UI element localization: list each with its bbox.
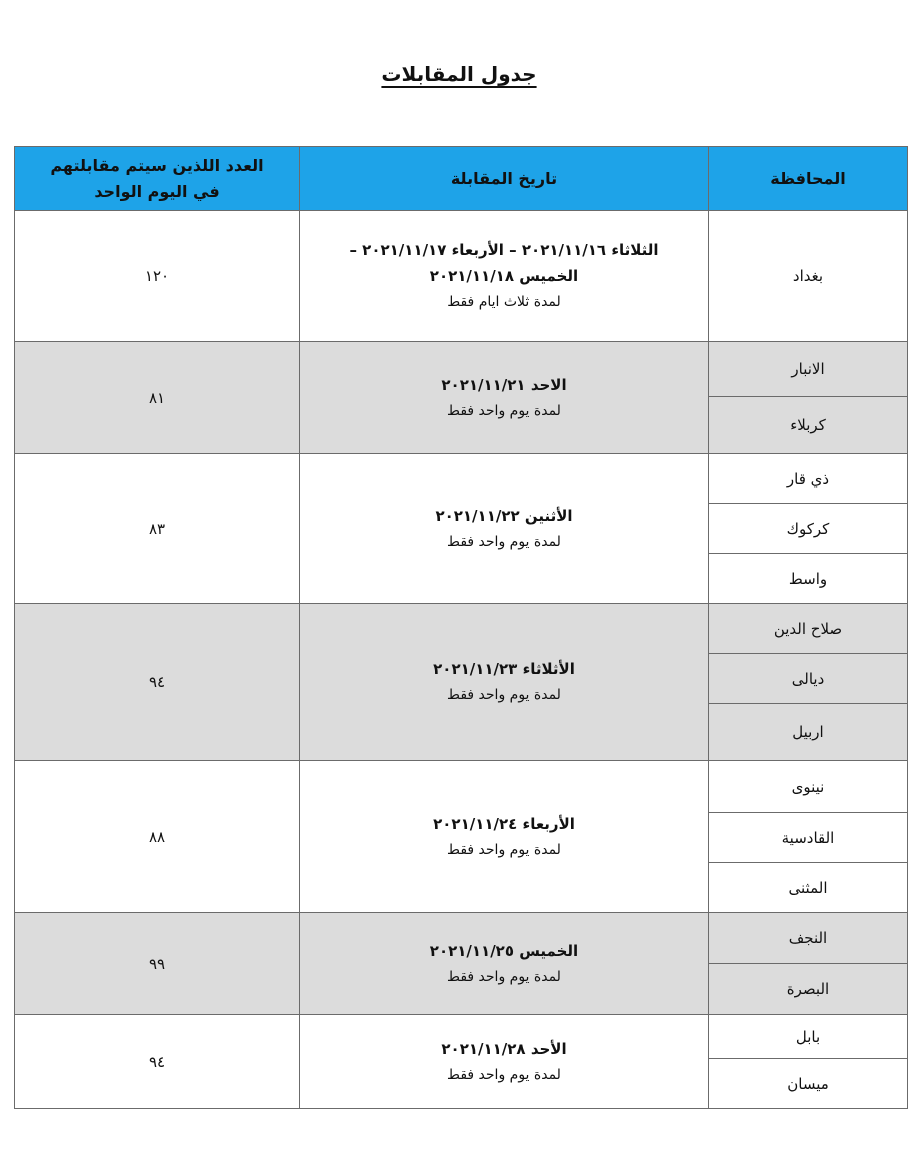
page-title: جدول المقابلات <box>381 62 537 86</box>
province-cell: البصرة <box>709 964 908 1015</box>
province-cell: نينوى <box>709 761 908 813</box>
date-cell <box>300 1015 709 1109</box>
count-cell: ٨٨ <box>15 761 300 913</box>
province-cell: النجف <box>709 913 908 964</box>
date-line: الأثنين ٢٠٢١/١١/٢٢ <box>435 506 573 525</box>
date-line: الاحد ٢٠٢١/١١/٢١ <box>441 375 567 394</box>
date-line: الأحد ٢٠٢١/١١/٢٨ <box>441 1039 567 1058</box>
province-cell: القادسية <box>709 813 908 863</box>
province-cell: كركوك <box>709 504 908 554</box>
province-cell: الانبار <box>709 342 908 397</box>
count-cell: ٩٤ <box>15 1015 300 1109</box>
province-cell: بابل <box>709 1015 908 1059</box>
date-line: الأثلاثاء ٢٠٢١/١١/٢٣ <box>433 660 575 678</box>
table-row <box>15 454 908 504</box>
duration-note: لمدة يوم واحد فقط <box>447 1066 561 1083</box>
province-cell: كربلاء <box>709 397 908 454</box>
header-province: المحافظة <box>709 147 908 211</box>
duration-note: لمدة ثلاث ايام فقط <box>447 294 561 310</box>
date-cell <box>300 761 709 913</box>
table-row <box>15 913 908 964</box>
count-cell: ١٢٠ <box>15 211 300 342</box>
interview-schedule-table <box>14 146 908 1109</box>
table-row <box>15 1015 908 1059</box>
date-line: الثلاثاء ٢٠٢١/١١/١٦ – الأربعاء ٢٠٢١/١١/١٧ – <box>349 241 659 259</box>
duration-note: لمدة يوم واحد فقط <box>447 402 561 419</box>
count-cell: ٩٩ <box>15 913 300 1015</box>
header-date: تاريخ المقابلة <box>300 147 709 211</box>
province-cell: ديالى <box>709 654 908 704</box>
table-row <box>15 761 908 813</box>
province-cell: صلاح الدين <box>709 604 908 654</box>
province-cell: بغداد <box>709 211 908 342</box>
province-cell: اربيل <box>709 704 908 761</box>
province-cell: المثنى <box>709 863 908 913</box>
province-cell: واسط <box>709 554 908 604</box>
duration-note: لمدة يوم واحد فقط <box>447 968 561 985</box>
date-line: الخميس ٢٠٢١/١١/٢٥ <box>429 941 579 960</box>
date-cell <box>300 604 709 761</box>
duration-note: لمدة يوم واحد فقط <box>447 687 561 703</box>
count-cell: ٩٤ <box>15 604 300 761</box>
date-cell <box>300 342 709 454</box>
date-line: الأربعاء ٢٠٢١/١١/٢٤ <box>433 814 575 833</box>
table-row <box>15 604 908 654</box>
duration-note: لمدة يوم واحد فقط <box>447 841 561 858</box>
date-cell <box>300 454 709 604</box>
count-cell: ٨٣ <box>15 454 300 604</box>
date-line: الخميس ٢٠٢١/١١/١٨ <box>429 267 579 285</box>
header-row <box>15 147 908 211</box>
table-row <box>15 342 908 397</box>
duration-note: لمدة يوم واحد فقط <box>447 533 561 550</box>
date-cell <box>300 913 709 1015</box>
date-cell <box>300 211 709 342</box>
province-cell: ذي قار <box>709 454 908 504</box>
header-count: العدد اللذين سيتم مقابلتهم في اليوم الواحد <box>15 147 300 211</box>
page-title-wrap <box>0 62 918 86</box>
province-cell: ميسان <box>709 1059 908 1109</box>
count-cell: ٨١ <box>15 342 300 454</box>
table-row <box>15 211 908 342</box>
